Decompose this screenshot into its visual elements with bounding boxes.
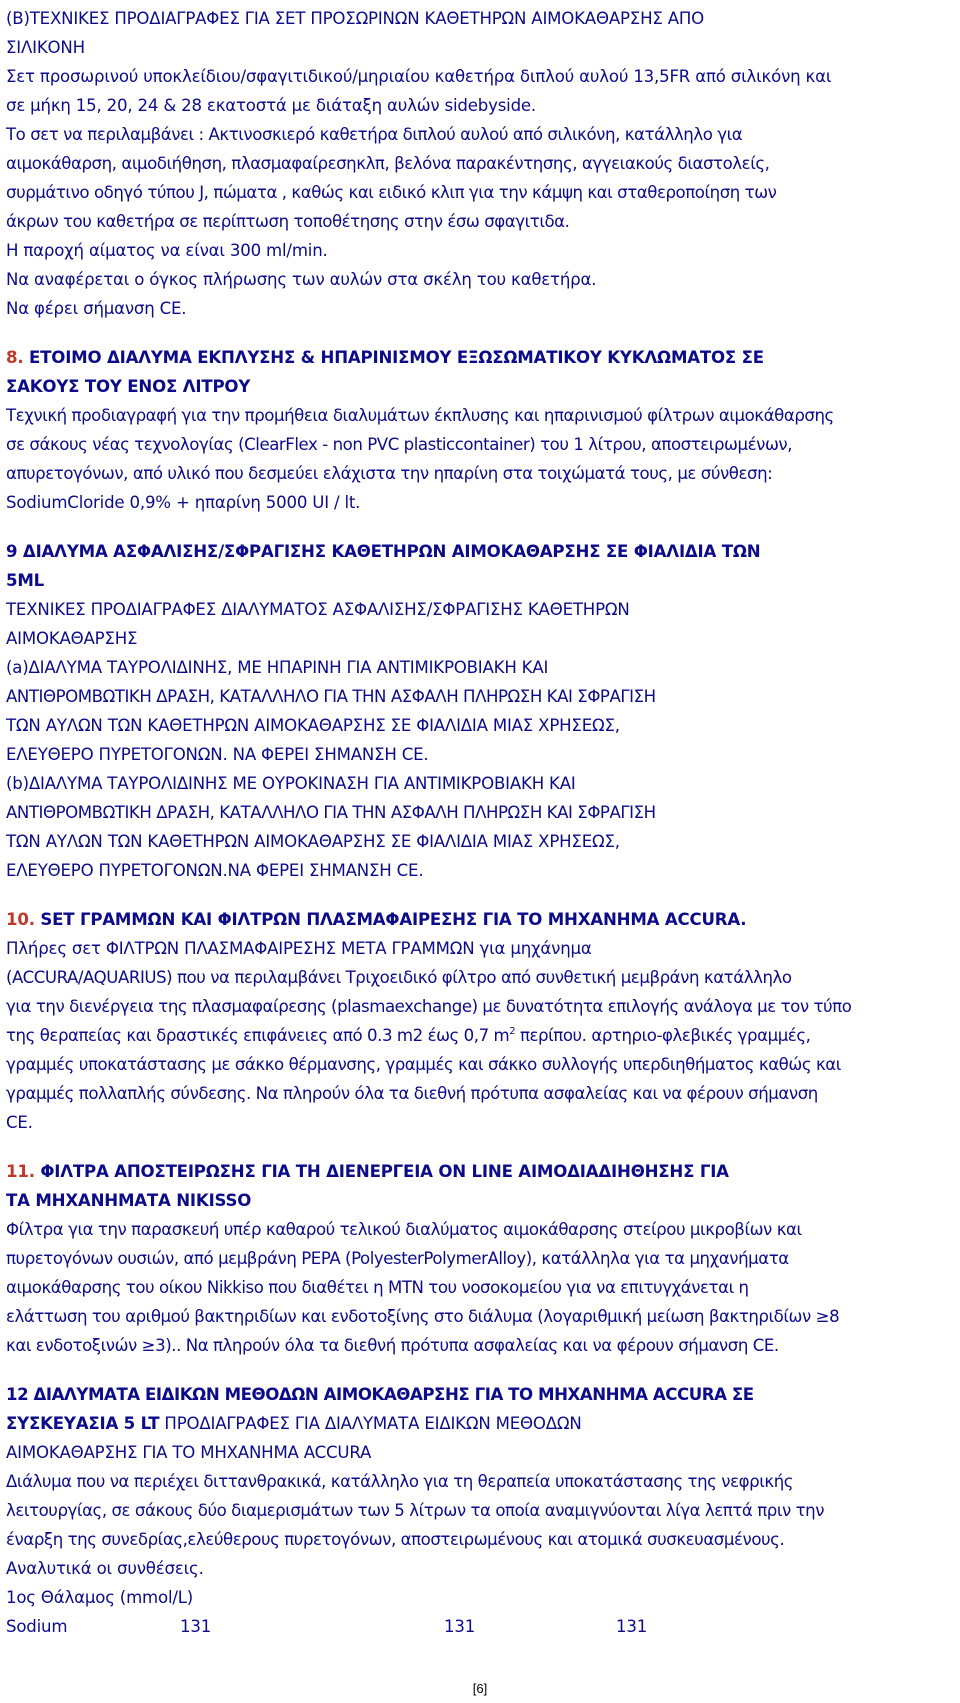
section-b-text: Να φέρει σήμανση CE. bbox=[6, 299, 187, 318]
sodium-row bbox=[6, 1612, 954, 1641]
section-12-heading-part: ΠΡΟΔΙΑΓΡΑΦΕΣ ΓΙΑ ΔΙΑΛΥΜΑΤΑ ΕΙΔΙΚΩΝ ΜΕΘΟΔΩΝ bbox=[159, 1414, 582, 1433]
section-8-title: ΕΤΟΙΜΟ ΔΙΑΛΥΜΑ ΕΚΠΛΥΣΗΣ & ΗΠΑΡΙΝΙΣΜΟΥ ΕΞΩΣΩΜΑΤΙΚΟΥ ΚΥΚΛΩΜΑΤΟΣ ΣΕ bbox=[23, 348, 764, 367]
section-12-text: Αναλυτικά οι συνθέσεις. bbox=[6, 1559, 204, 1578]
sodium-value: 131 bbox=[444, 1617, 476, 1636]
section-9-text: ΤΩΝ ΑΥΛΩΝ ΤΩΝ ΚΑΘΕΤΗΡΩΝ ΑΙΜΟΚΑΘΑΡΣΗΣ ΣΕ ΦΙΑΛΙΔΙΑ ΜΙΑΣ ΧΡΗΣΕΩΣ, bbox=[6, 832, 620, 851]
section-10-text: Πλήρες σετ ΦΙΛΤΡΩΝ ΠΛΑΣΜΑΦΑΙΡΕΣΗΣ ΜΕΤΑ ΓΡΑΜΜΩΝ για μηχάνημα bbox=[6, 939, 592, 958]
section-12-text: Διάλυμα που να περιέχει διττανθρακικά, κατάλληλο για τη θεραπεία υποκατάστασης της νεφρικής bbox=[6, 1472, 794, 1491]
section-11-title: ΦΙΛΤΡΑ ΑΠΟΣΤΕΙΡΩΣΗΣ ΓΙΑ ΤΗ ΔΙΕΝΕΡΓΕΙΑ ΟΝ LINE ΑΙΜΟΔΙΑΔΙΗΘΗΣΗΣ ΓΙΑ bbox=[34, 1162, 729, 1181]
section-b-text: Να αναφέρεται ο όγκος πλήρωσης των αυλών στα σκέλη του καθετήρα. bbox=[6, 270, 597, 289]
section-b-text: Η παροχή αίματος να είναι 300 ml/min. bbox=[6, 241, 328, 260]
section-11-heading-line-2: ΤΑ ΜΗΧΑΝΗΜΑΤΑ NIKISSO bbox=[6, 1191, 252, 1210]
section-11-text: και ενδοτοξινών ≥3).. Να πληρούν όλα τα διεθνή πρότυπα ασφαλείας και να φέρουν σήμανση CE. bbox=[6, 1336, 779, 1355]
section-11-text: αιμοκάθαρσης του οίκου Nikkiso που διαθέτει η ΜΤΝ του νοσοκομείου για να επιτυγχάνεται η bbox=[6, 1278, 749, 1297]
section-8-heading bbox=[6, 343, 954, 372]
section-12-heading-line-2 bbox=[6, 1409, 954, 1438]
document-page bbox=[6, 4, 954, 1641]
section-b-text: άκρων του καθετήρα σε περίπτωση τοποθέτησης στην έσω σφαγιτιδα. bbox=[6, 212, 570, 231]
section-9-text: ΤΩΝ ΑΥΛΩΝ ΤΩΝ ΚΑΘΕΤΗΡΩΝ ΑΙΜΟΚΑΘΑΡΣΗΣ ΣΕ ΦΙΑΛΙΔΙΑ ΜΙΑΣ ΧΡΗΣΕΩΣ, bbox=[6, 716, 620, 735]
section-9-text: (a)ΔΙΑΛΥΜΑ ΤΑΥΡΟΛΙΔΙΝΗΣ, ΜΕ ΗΠΑΡΙΝΗ ΓΙΑ ΑΝΤΙΜΙΚΡΟΒΙΑΚΗ ΚΑΙ bbox=[6, 658, 549, 677]
section-11-text: πυρετογόνων ουσιών, από μεμβράνη PEPA (PolyesterPolymerAlloy), κατάλληλα για τα μηχανήματα bbox=[6, 1249, 789, 1268]
section-b-text: Το σετ να περιλαμβάνει : Ακτινοσκιερό καθετήρα διπλού αυλού από σιλικόνη, κατάλληλο για bbox=[6, 125, 743, 144]
section-b-text: συρμάτινο οδηγό τύπου J, πώματα , καθώς και ειδικό κλιπ για την κάμψη και σταθεροποίηση των bbox=[6, 183, 777, 202]
section-12-heading: 12 ΔΙΑΛΥΜΑΤΑ ΕΙΔΙΚΩΝ ΜΕΘΟΔΩΝ ΑΙΜΟΚΑΘΑΡΣΗΣ ΓΙΑ ΤΟ ΜΗΧΑΝΗΜΑ ACCURA ΣΕ bbox=[6, 1385, 754, 1404]
section-9-text: (b)ΔΙΑΛΥΜΑ ΤΑΥΡΟΛΙΔΙΝΗΣ ΜΕ ΟΥΡΟΚΙΝΑΣΗ ΓΙΑ ΑΝΤΙΜΙΚΡΟΒΙΑΚΗ ΚΑΙ bbox=[6, 774, 576, 793]
section-8-text: Τεχνική προδιαγραφή για την προμήθεια διαλυμάτων έκπλυσης και ηπαρινισμού φίλτρων αιμοκάθαρσης bbox=[6, 406, 834, 425]
section-10-heading bbox=[6, 905, 954, 934]
section-11-number: 11. bbox=[6, 1162, 35, 1181]
section-b-text: αιμοκάθαρση, αιμοδιήθηση, πλασμαφαίρεσηκλπ, βελόνα παρακέντησης, αγγειακούς διαστολείς, bbox=[6, 154, 770, 173]
section-11-text: ελάττωση του αριθμού βακτηριδίων και ενδοτοξίνης στο διάλυμα (λογαριθμική μείωση βακτηριδίων ≥8 bbox=[6, 1307, 840, 1326]
section-10-text bbox=[6, 1021, 954, 1050]
page-number: [6] bbox=[472, 1681, 488, 1696]
section-9-text: ΕΛΕΥΘΕΡΟ ΠΥΡΕΤΟΓΟΝΩΝ.ΝΑ ΦΕΡΕΙ ΣΗΜΑΝΣΗ CE. bbox=[6, 861, 424, 880]
section-10-text: γραμμές πολλαπλής σύνδεσης. Να πληρούν όλα τα διεθνή πρότυπα ασφαλείας και να φέρουν σήμανση bbox=[6, 1084, 818, 1103]
section-10-text: γραμμές υποκατάστασης με σάκκο θέρμανσης, γραμμές και σάκκο συλλογής υπερδιηθήματος καθώς και bbox=[6, 1055, 841, 1074]
section-8-title-line-2: ΣΑΚΟΥΣ ΤΟΥ ΕΝΟΣ ΛΙΤΡΟΥ bbox=[6, 377, 251, 396]
section-10-number: 10. bbox=[6, 910, 35, 929]
section-9-text: ΑΝΤΙΘΡΟΜΒΩΤΙΚΗ ΔΡΑΣΗ, ΚΑΤΑΛΛΗΛΟ ΓΙΑ ΤΗΝ ΑΣΦΑΛΗ ΠΛΗΡΩΣΗ ΚΑΙ ΣΦΡΑΓΙΣΗ bbox=[6, 803, 656, 822]
superscript: 2 bbox=[509, 1026, 516, 1037]
section-12-text: ΑΙΜΟΚΑΘΑΡΣΗΣ ΓΙΑ ΤΟ ΜΗΧΑΝΗΜΑ ACCURA bbox=[6, 1443, 372, 1462]
section-8-text: SodiumCloride 0,9% + ηπαρίνη 5000 UI / lt. bbox=[6, 493, 361, 512]
section-12-heading-part: ΣΥΣΚΕΥΑΣΙΑ 5 LT bbox=[6, 1414, 160, 1433]
sodium-value: 131 bbox=[616, 1617, 648, 1636]
sodium-value: 131 bbox=[180, 1617, 212, 1636]
section-10-text: CE. bbox=[6, 1113, 33, 1132]
section-8-text: σε σάκους νέας τεχνολογίας (ClearFlex - non PVC plasticcontainer) του 1 λίτρου, αποστειρωμένων, bbox=[6, 435, 793, 454]
section-10-text: (ACCURA/AQUARIUS) που να περιλαμβάνει Τριχοειδικό φίλτρο από συνθετική μεμβράνη κατάλληλο bbox=[6, 968, 792, 987]
section-9-text: ΑΙΜΟΚΑΘΑΡΣΗΣ bbox=[6, 629, 138, 648]
section-b-title-line-1: (B)ΤΕΧΝΙΚΕΣ ΠΡΟΔΙΑΓΡΑΦΕΣ ΓΙΑ ΣΕΤ ΠΡΟΣΩΡΙΝΩΝ ΚΑΘΕΤΗΡΩΝ ΑΙΜΟΚΑΘΑΡΣΗΣ ΑΠΟ bbox=[6, 9, 704, 28]
section-10-text-part: της θεραπείας και δραστικές επιφάνειες από 0.3 m2 έως 0,7 m bbox=[6, 1026, 510, 1045]
section-9-text: ΤΕΧΝΙΚΕΣ ΠΡΟΔΙΑΓΡΑΦΕΣ ΔΙΑΛΥΜΑΤΟΣ ΑΣΦΑΛΙΣΗΣ/ΣΦΡΑΓΙΣΗΣ ΚΑΘΕΤΗΡΩΝ bbox=[6, 600, 630, 619]
section-10-text: για την διενέργεια της πλασμαφαίρεσης (plasmaexchange) με δυνατότητα επιλογής ανάλογα με τον τύπο bbox=[6, 997, 852, 1016]
section-8-number: 8. bbox=[6, 348, 24, 367]
section-b-text: Σετ προσωρινού υποκλείδιου/σφαγιτιδικού/μηριαίου καθετήρα διπλού αυλού 13,5FR από σιλικόνη και bbox=[6, 67, 832, 86]
section-12-text: έναρξη της συνεδρίας,ελεύθερους πυρετογόνων, αποστειρωμένους και ατομικά συσκευασμένους. bbox=[6, 1530, 785, 1549]
sodium-label: Sodium bbox=[6, 1617, 68, 1636]
section-12-text: 1ος Θάλαμος (mmol/L) bbox=[6, 1588, 194, 1607]
section-11-heading bbox=[6, 1157, 954, 1186]
section-b-title-line-2: ΣΙΛΙΚΟΝΗ bbox=[6, 38, 85, 57]
section-11-text: Φίλτρα για την παρασκευή υπέρ καθαρού τελικού διαλύματος αιμοκάθαρσης στείρου μικροβίων και bbox=[6, 1220, 802, 1239]
section-12-text: λειτουργίας, σε σάκους δύο διαμερισμάτων των 5 λίτρων τα οποία αναμιγνύονται λίγα λεπτά πριν την bbox=[6, 1501, 825, 1520]
section-9-heading: 9 ΔΙΑΛΥΜΑ ΑΣΦΑΛΙΣΗΣ/ΣΦΡΑΓΙΣΗΣ ΚΑΘΕΤΗΡΩΝ ΑΙΜΟΚΑΘΑΡΣΗΣ ΣΕ ΦΙΑΛΙΔΙΑ ΤΩΝ bbox=[6, 542, 761, 561]
section-10-title: SET ΓΡΑΜΜΩΝ ΚΑΙ ΦΙΛΤΡΩΝ ΠΛΑΣΜΑΦΑΙΡΕΣΗΣ ΓΙΑ ΤΟ ΜΗΧΑΝΗΜΑ ACCURA. bbox=[34, 910, 747, 929]
section-b-text: σε μήκη 15, 20, 24 & 28 εκατοστά με διάταξη αυλών sidebyside. bbox=[6, 96, 536, 115]
section-8-text: απυρετογόνων, από υλικό που δεσμεύει ελάχιστα την ηπαρίνη στα τοιχώματά τους, με σύνθεση: bbox=[6, 464, 773, 483]
section-10-text-part: περίπου. αρτηριο-φλεβικές γραμμές, bbox=[515, 1026, 811, 1045]
section-9-text: ΑΝΤΙΘΡΟΜΒΩΤΙΚΗ ΔΡΑΣΗ, ΚΑΤΑΛΛΗΛΟ ΓΙΑ ΤΗΝ ΑΣΦΑΛΗ ΠΛΗΡΩΣΗ ΚΑΙ ΣΦΡΑΓΙΣΗ bbox=[6, 687, 656, 706]
section-9-text: ΕΛΕΥΘΕΡΟ ΠΥΡΕΤΟΓΟΝΩΝ. ΝΑ ΦΕΡΕΙ ΣΗΜΑΝΣΗ CE. bbox=[6, 745, 429, 764]
section-9-heading-line-2: 5ML bbox=[6, 571, 45, 590]
